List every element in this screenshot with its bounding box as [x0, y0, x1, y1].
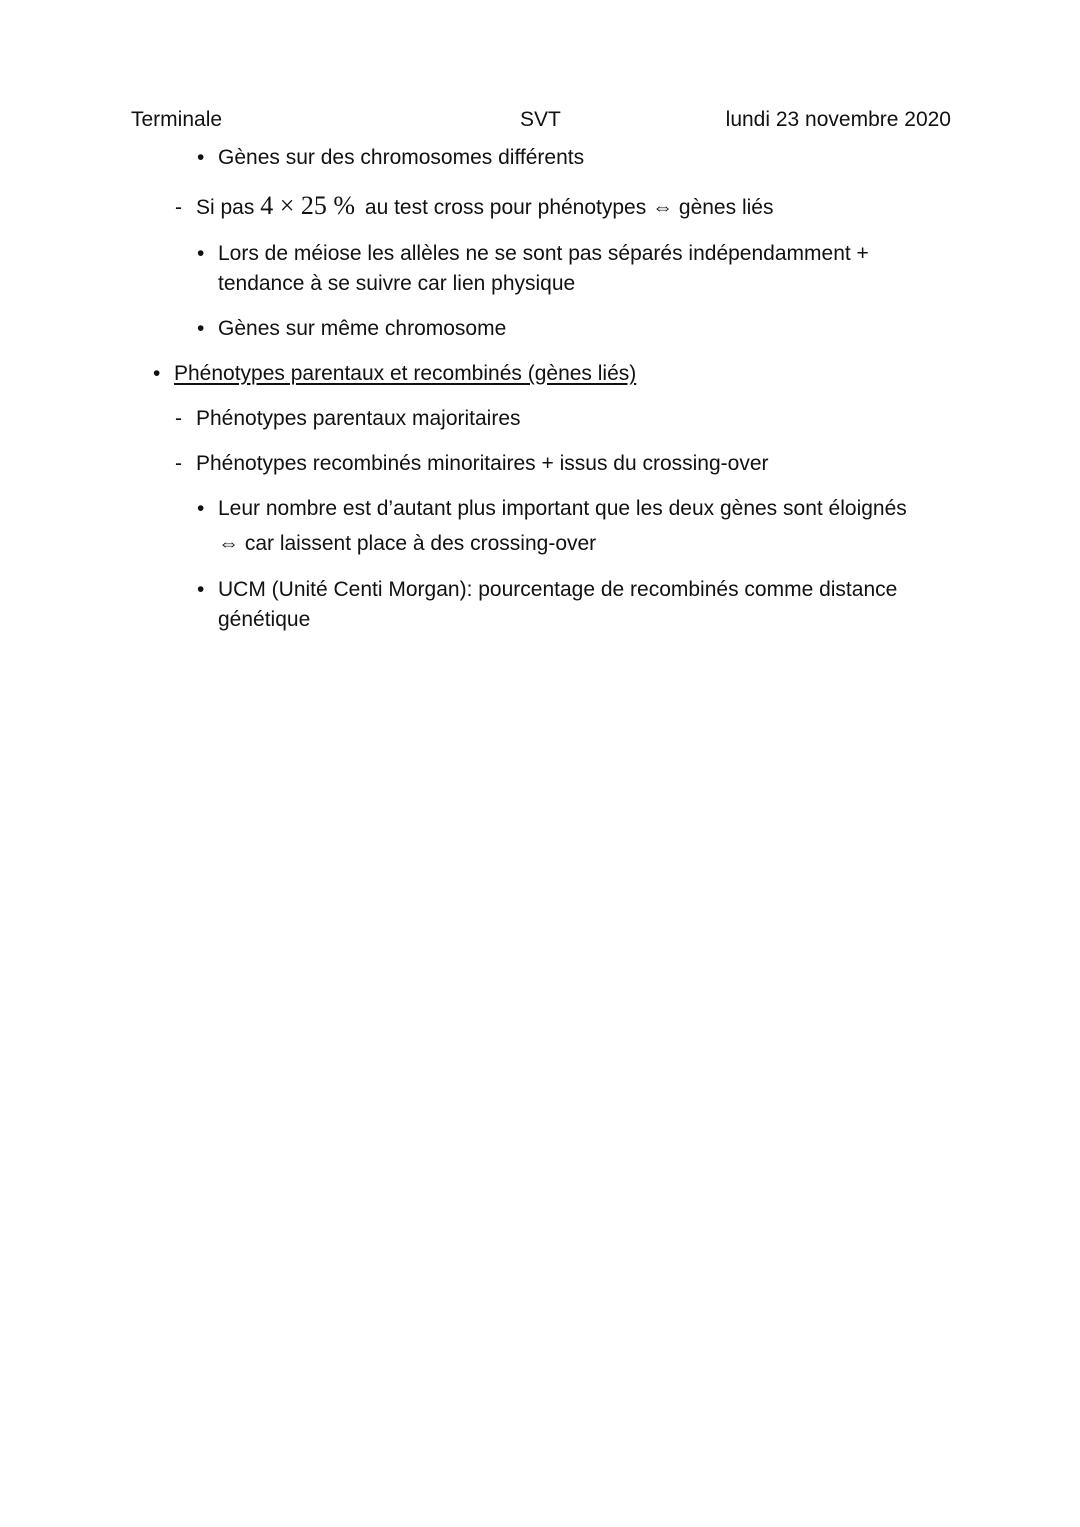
- list-item-text: Leur nombre est d’autant plus important que les deux gènes sont éloignés: [218, 497, 907, 520]
- bullet-icon: [197, 575, 204, 605]
- bullet-icon: [197, 314, 204, 344]
- list-item-text: Lors de méiose les allèles ne se sont pas séparés indépendamment +: [218, 242, 869, 265]
- header-class-level: Terminale: [131, 108, 223, 131]
- list-item-text: Phénotypes recombinés minoritaires + issus du crossing-over: [196, 452, 769, 475]
- text-suffix: au test cross pour phénotypes ⇔ gènes liés: [364, 196, 774, 219]
- bullet-icon: [197, 143, 204, 173]
- list-item-text: Gènes sur même chromosome: [218, 317, 507, 340]
- list-item-text: Phénotypes parentaux majoritaires: [196, 407, 521, 430]
- header-subject: SVT: [520, 108, 561, 131]
- header-date: lundi 23 novembre 2020: [725, 108, 951, 131]
- dash-icon: [175, 449, 182, 479]
- dash-icon: [175, 193, 182, 223]
- list-item-text: Gènes sur des chromosomes différents: [218, 146, 585, 169]
- bullet-icon: [153, 359, 160, 389]
- list-item-continuation: [218, 269, 575, 299]
- text-prefix: Si pas: [196, 196, 255, 219]
- list-item-text: [196, 191, 773, 223]
- list-item-continuation: [218, 529, 596, 559]
- list-item-continuation: [218, 605, 310, 635]
- page-header: [131, 108, 951, 136]
- section-heading-text: Phénotypes parentaux et recombinés (gènes liés): [174, 362, 637, 385]
- math-expression: 4 × 25 %: [260, 191, 356, 220]
- bullet-icon: [197, 494, 204, 524]
- bullet-icon: [197, 239, 204, 269]
- dash-icon: [175, 404, 182, 434]
- list-item-text: UCM (Unité Centi Morgan): pourcentage de recombinés comme distance: [218, 578, 898, 601]
- list-item-text: génétique: [218, 608, 311, 631]
- list-item-text: tendance à se suivre car lien physique: [218, 272, 576, 295]
- list-item-text: ⇔ car laissent place à des crossing-over: [218, 532, 597, 555]
